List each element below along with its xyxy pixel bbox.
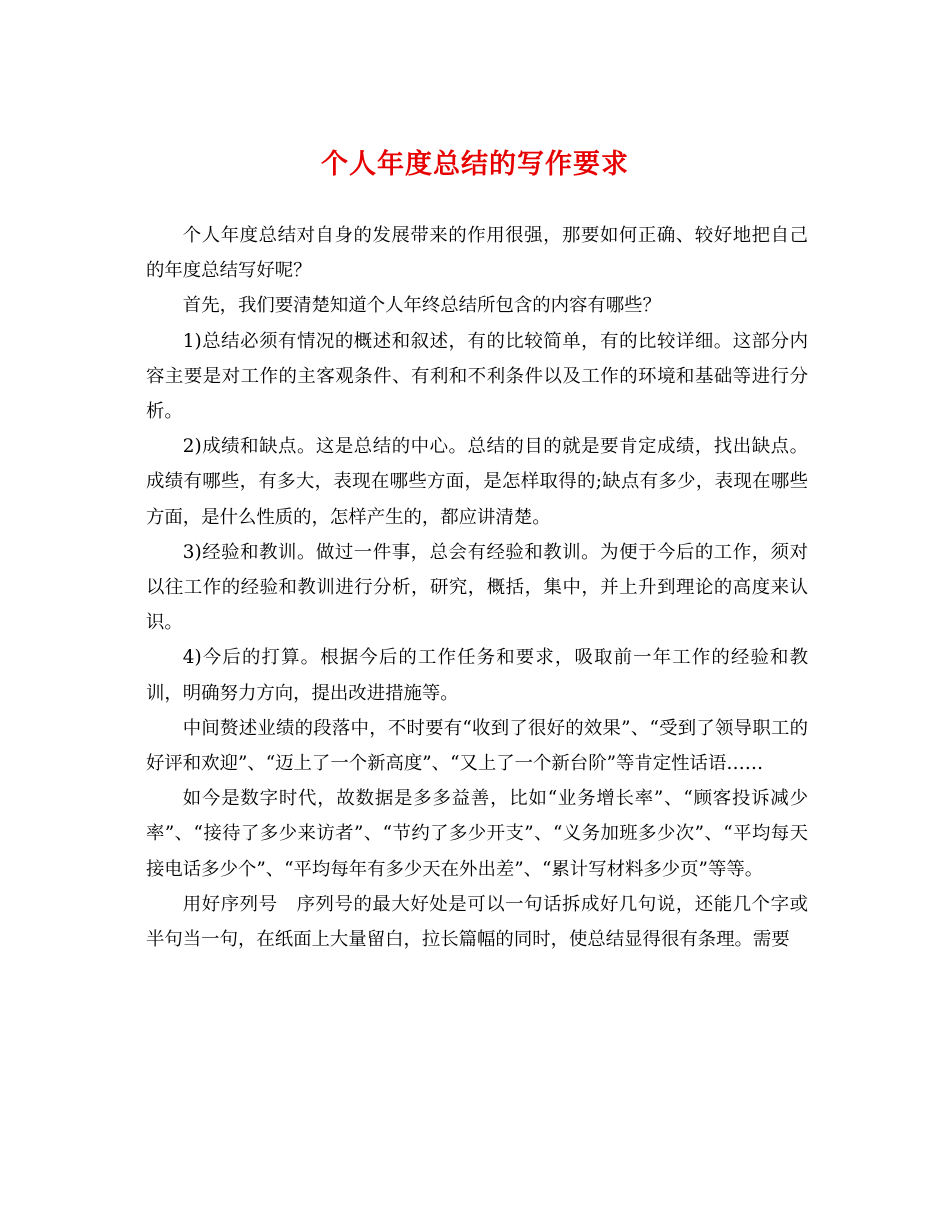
paragraph-point-2: 2)成绩和缺点。这是总结的中心。总结的目的就是要肯定成绩，找出缺点。成绩有哪些，有多大，表现在哪些方面，是怎样取得的;缺点有多少，表现在哪些方面，是什么性质的，怎样产生的，都应讲清楚。 [146,436,808,528]
document-body [146,218,808,957]
paragraph-data: 如今是数字时代，故数据是多多益善，比如“业务增长率”、“顾客投诉减少率”、“接待了多少来访者”、“节约了多少开支”、“义务加班多少次”、“平均每天接电话多少个”、“平均每年有多少天在外出差”、“累计写材料多少页”等等。 [146,788,808,880]
paragraph-serial: 用好序列号 序列号的最大好处是可以一句话拆成好几句说，还能几个字或半句当一句，在纸面上大量留白，拉长篇幅的同时，使总结显得很有条理。需要 [146,893,808,951]
paragraph-phrases: 中间赘述业绩的段落中，不时要有“收到了很好的效果”、“受到了领导职工的好评和欢迎”、“迈上了一个新高度”、“又上了一个新台阶”等肯定性话语…… [146,717,808,775]
paragraph-point-3: 3)经验和教训。做过一件事，总会有经验和教训。为便于今后的工作，须对以往工作的经验和教训进行分析，研究，概括，集中，并上升到理论的高度来认识。 [146,541,808,634]
paragraph-intro: 个人年度总结对自身的发展带来的作用很强，那要如何正确、较好地把自己的年度总结写好呢？ [146,225,808,282]
document-title: 个人年度总结的写作要求 [321,149,629,180]
paragraph-point-4: 4)今后的打算。根据今后的工作任务和要求，吸取前一年工作的经验和教训，明确努力方向，提出改进措施等。 [146,647,808,704]
paragraph-first: 首先，我们要清楚知道个人年终总结所包含的内容有哪些？ [182,295,661,317]
paragraph-point-1: 1)总结必须有情况的概述和叙述，有的比较简单，有的比较详细。这部分内容主要是对工作的主客观条件、有利和不利条件以及工作的环境和基础等进行分析。 [146,330,808,423]
